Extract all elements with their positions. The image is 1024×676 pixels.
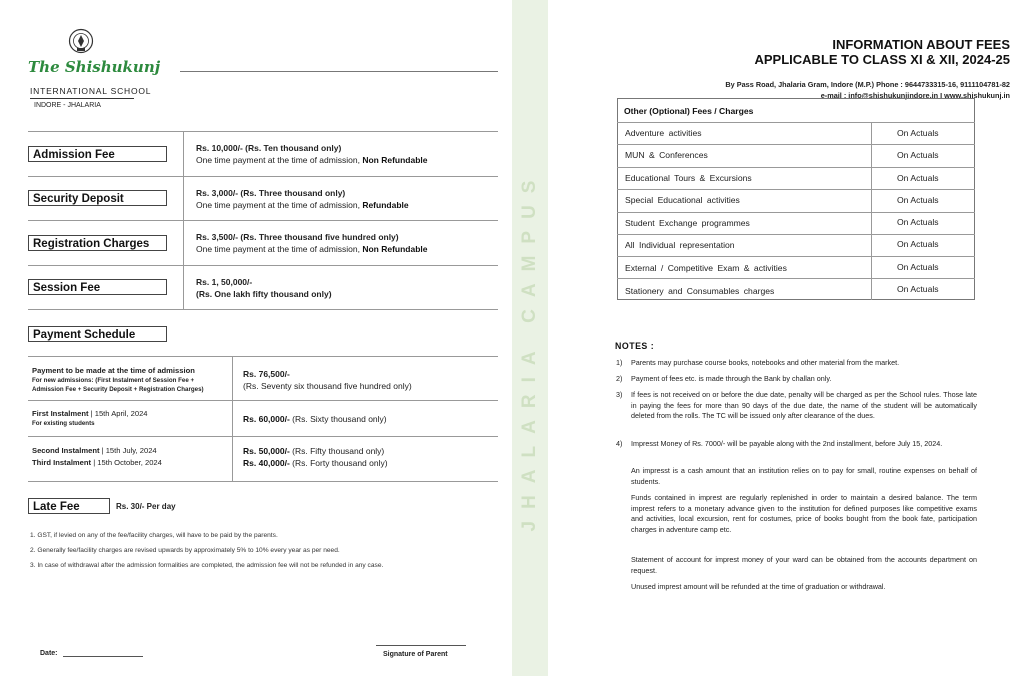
optional-fee-value: On Actuals [897,262,939,272]
signature-label: Signature of Parent [383,651,448,658]
fee-label-admission: Admission Fee [28,146,167,162]
fee-refund-security: Refundable [362,200,409,210]
fees-divider [28,265,498,266]
optional-column-divider [871,122,872,300]
schedule-row2-note: For existing students [32,420,95,427]
optional-row-divider [617,144,975,145]
school-location: INDORE - JHALARIA [34,102,101,109]
schedule-row1-amount-words: (Rs. Seventy six thousand five hundred only) [243,381,412,391]
fees-divider [28,309,498,310]
note-number: 2) [616,374,623,383]
note-paragraph-3: Statement of account for imprest money of your ward can be obtained from the accounts department on request. [631,555,977,575]
fees-column-divider [183,131,184,309]
optional-row-divider [617,167,975,168]
notes-title: NOTES : [615,341,655,351]
fee-amount-registration: Rs. 3,500/- (Rs. Three thousand five hundred only) [196,232,399,242]
fee-label-security: Security Deposit [28,190,167,206]
optional-fee-name: All Individual representation [625,240,735,250]
schedule-divider [28,436,498,437]
optional-fee-name: MUN & Conferences [625,150,708,160]
optional-fee-name: Adventure activities [625,128,702,138]
schedule-row1-note2: Admission Fee + Security Deposit + Registration Charges) [32,386,204,393]
note-paragraph-4: Unused imprest amount will be refunded at the time of graduation or withdrawal. [631,582,886,591]
fee-label-session: Session Fee [28,279,167,295]
school-name: The Shishukunj [28,58,161,76]
optional-fee-value: On Actuals [897,239,939,249]
school-subtitle: INTERNATIONAL SCHOOL [30,86,152,96]
optional-fee-name: External / Competitive Exam & activities [625,263,787,273]
optional-fee-value: On Actuals [897,128,939,138]
note-text: If fees is not received on or before the due date, penalty will be charged as per the School rules. Those late in paying the fees for more than 90 days of the due date, the name of the student will be automatically deleted from the rolls. The TC will be issued only after clearance of the dues. [631,390,977,420]
note-paragraph-1: An impresst is a cash amount that an institution relies on to pay for small, routine expenses on behalf of students. [631,466,977,486]
payment-schedule-label: Payment Schedule [28,326,167,342]
late-fee-amount: Rs. 30/- Per day [116,502,176,511]
signature-line [376,645,466,646]
left-note-3: 3. In case of withdrawal after the admission formalities are completed, the admission fee will not be refunded in any case. [30,562,384,569]
optional-fee-value: On Actuals [897,284,939,294]
schedule-row3-amount-b: Rs. 40,000/- (Rs. Forty thousand only) [243,458,388,468]
fee-amount-admission: Rs. 10,000/- (Rs. Ten thousand only) [196,143,342,153]
schedule-row3-amount-a: Rs. 50,000/- (Rs. Fifty thousand only) [243,446,385,456]
logo-divider [30,98,134,99]
left-note-2: 2. Generally fee/facility charges are revised upwards by approximately 5% to 10% every year as per need. [30,547,340,554]
date-line [63,656,143,657]
school-contact: e-mail : info@shishukunjindore.in I www.shishukunj.in [820,91,1010,100]
schedule-row1-amount: Rs. 76,500/- [243,369,290,379]
note-text: Parents may purchase course books, notebooks and other material from the market. [631,358,900,367]
late-fee-label: Late Fee [28,498,110,514]
optional-row-divider [617,189,975,190]
fee-amount-session: Rs. 1, 50,000/- [196,277,253,287]
optional-fee-name: Educational Tours & Excursions [625,173,752,183]
fee-label-registration: Registration Charges [28,235,167,251]
school-address: By Pass Road, Jhalaria Gram, Indore (M.P.) Phone : 9644733315-16, 9111104781-82 [725,80,1010,89]
optional-row-divider [617,122,975,123]
header-divider [180,71,498,72]
optional-fee-name: Stationery and Consumables charges [625,286,775,296]
schedule-row2-title: First Instalment | 15th April, 2024 [32,409,148,418]
schedule-row3-title-a: Second Instalment | 15th July, 2024 [32,446,157,455]
schedule-row1-note1: For new admissions: (First Instalment of Session Fee + [32,377,195,384]
left-note-1: 1. GST, if levied on any of the fee/facility charges, will have to be paid by the parents. [30,532,278,539]
schedule-row2-amount: Rs. 60,000/- (Rs. Sixty thousand only) [243,414,387,424]
optional-fee-value: On Actuals [897,150,939,160]
optional-fee-value: On Actuals [897,195,939,205]
fee-desc-admission: One time payment at the time of admission, Non Refundable [196,155,428,165]
optional-fee-name: Student Exchange programmes [625,218,750,228]
note-number: 3) [616,390,623,399]
fee-desc-security: One time payment at the time of admission, Refundable [196,200,409,210]
fee-desc-registration: One time payment at the time of admission, Non Refundable [196,244,428,254]
note-number: 4) [616,439,623,448]
fees-divider [28,131,498,132]
schedule-divider [28,481,498,482]
optional-fees-heading: Other (Optional) Fees / Charges [624,106,754,116]
optional-fee-value: On Actuals [897,173,939,183]
note-text: Payment of fees etc. is made through the Bank by challan only. [631,374,832,383]
schedule-row1-title: Payment to be made at the time of admission [32,366,195,375]
schedule-column-divider [232,356,233,481]
fee-refund-registration: Non Refundable [362,244,428,254]
schedule-divider [28,356,498,357]
note-number: 1) [616,358,623,367]
optional-fee-name: Special Educational activities [625,195,740,205]
optional-row-divider [617,256,975,257]
optional-fee-value: On Actuals [897,217,939,227]
campus-strip-label: JHALARIA CAMPUS [519,168,540,532]
fee-amount-security: Rs. 3,000/- (Rs. Three thousand only) [196,188,346,198]
page-title-line1: INFORMATION ABOUT FEES [832,37,1010,52]
date-label: Date: [40,650,58,657]
note-paragraph-2: Funds contained in imprest are regularly replenished in order to maintain a desired balance. The term imprest refers to a monetary advance given to the institution for defined purposes like competitive exams and activities, local excursion, rent for costumes, price of books bought from the book fate, participation charges in adventure camp etc. [631,493,977,534]
fees-divider [28,176,498,177]
page-title-line2: APPLICABLE TO CLASS XI & XII, 2024-25 [754,52,1010,67]
optional-row-divider [617,234,975,235]
school-emblem-icon [68,28,94,54]
optional-row-divider [617,212,975,213]
schedule-row3-title-b: Third Instalment | 15th October, 2024 [32,458,162,467]
note-text: Impresst Money of Rs. 7000/- will be payable along with the 2nd installment, before July 15, 2024. [631,439,943,448]
optional-row-divider [617,278,975,279]
fees-divider [28,220,498,221]
fee-refund-admission: Non Refundable [362,155,428,165]
fee-desc-session: (Rs. One lakh fifty thousand only) [196,289,332,299]
schedule-divider [28,400,498,401]
